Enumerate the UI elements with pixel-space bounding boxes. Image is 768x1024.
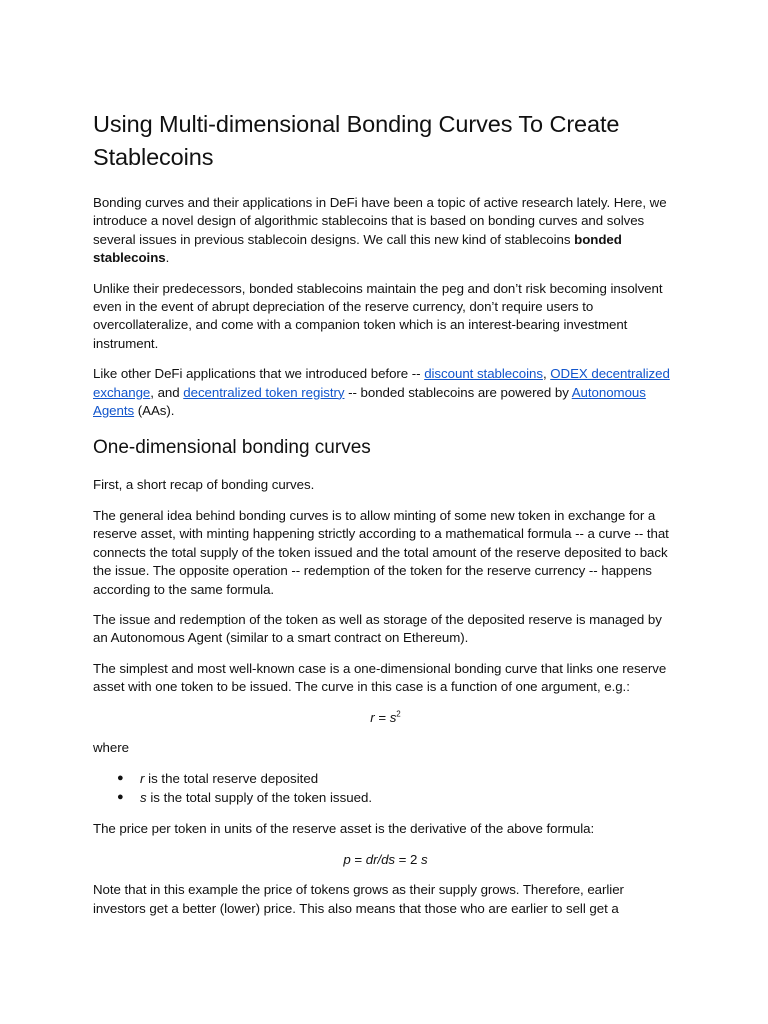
formula1-mid: = <box>374 709 390 725</box>
token-registry-link[interactable]: decentralized token registry <box>183 384 345 400</box>
bonded-stablecoins-bold: bonded stablecoins <box>93 231 622 266</box>
intro-paragraph-2: Unlike their predecessors, bonded stablecoins maintain the peg and don’t risk becoming insolvent even in the event of abrupt depreciation of the reserve currency, don’t require users to overcollateralize, and come with a companion token which is an interest-bearing investment instrument. <box>93 280 663 351</box>
bullet-icon: ● <box>117 791 124 804</box>
document-page <box>93 108 678 930</box>
formula1-var: s <box>389 709 397 725</box>
intro-p1-end: . <box>165 250 170 266</box>
definition-list <box>93 769 678 807</box>
section1-paragraph-3: The issue and redemption of the token as well as storage of the deposited reserve is managed by an Autonomous Agent (similar to a smart contract on Ethereum). <box>93 611 662 646</box>
section1-paragraph-2: The general idea behind bonding curves is to allow minting of some new token in exchange for a reserve asset, with minting happening strictly according to a mathematical formula -- a curve -- that connects the total supply of the token issued and the total amount of the reserve deposited to back the issue. The opposite operation -- redemption of the token for the reserve currency -- happens according to the same formula. <box>93 507 669 597</box>
section1-paragraph-6: Note that in this example the price of tokens grows as their supply grows. Therefore, earlier investors get a better (lower) price. This also means that those who are earlier to sell get a <box>93 882 624 916</box>
list-item-text: is the total reserve deposited <box>144 771 319 787</box>
intro-paragraph-1 <box>93 194 678 268</box>
list-item-var: r <box>140 771 145 787</box>
bullet-icon: ● <box>117 772 124 785</box>
list-item-text: is the total supply of the token issued. <box>146 790 373 806</box>
document-title: Using Multi-dimensional Bonding Curves To Create Stablecoins <box>93 111 620 170</box>
formula2-eq1: = <box>350 851 366 867</box>
list-item-var: s <box>140 790 147 806</box>
section1-paragraph-1: First, a short recap of bonding curves. <box>93 477 315 493</box>
intro-p3-end: (AAs). <box>134 403 175 419</box>
formula2-lhs: p <box>343 851 351 867</box>
formula2-derivative: dr/ds <box>365 851 396 867</box>
formula-reserve <box>93 709 678 727</box>
section1-paragraph-4: The simplest and most well-known case is a one-dimensional bonding curve that links one reserve asset with one token to be issued. The curve in this case is a function of one argument, e.g.: <box>93 660 667 695</box>
discount-stablecoins-link[interactable]: discount stablecoins <box>424 366 543 382</box>
formula-price <box>93 851 678 869</box>
list-item <box>93 769 678 788</box>
autonomous-agents-link[interactable]: Autonomous Agents <box>93 384 646 419</box>
list-item <box>93 788 678 807</box>
odex-exchange-link[interactable]: ODEX decentralized exchange <box>93 366 670 400</box>
section1-paragraph-5: The price per token in units of the reserve asset is the derivative of the above formula: <box>93 821 595 837</box>
formula1-exponent: 2 <box>396 709 401 719</box>
formula2-var: s <box>421 851 428 867</box>
section-heading-one-dimensional: One-dimensional bonding curves <box>93 437 371 459</box>
intro-p3-start: Like other DeFi applications that we introduced before -- <box>93 366 425 382</box>
where-label: where <box>93 739 129 755</box>
formula2-eq2: = 2 <box>395 851 422 867</box>
intro-p3-mid: -- bonded stablecoins are powered by <box>344 384 572 400</box>
intro-p1-text: Bonding curves and their applications in DeFi have been a topic of active research lately. Here, we introduce a novel design of algorithmic stablecoins that is based on bonding curves and solves several issues in previous stablecoin designs. We call this new kind of stablecoins <box>93 195 667 247</box>
intro-p3-sep2: , and <box>150 384 184 400</box>
formula1-lhs: r <box>370 709 375 725</box>
intro-paragraph-3 <box>93 365 678 420</box>
intro-p3-sep1: , <box>542 366 551 382</box>
